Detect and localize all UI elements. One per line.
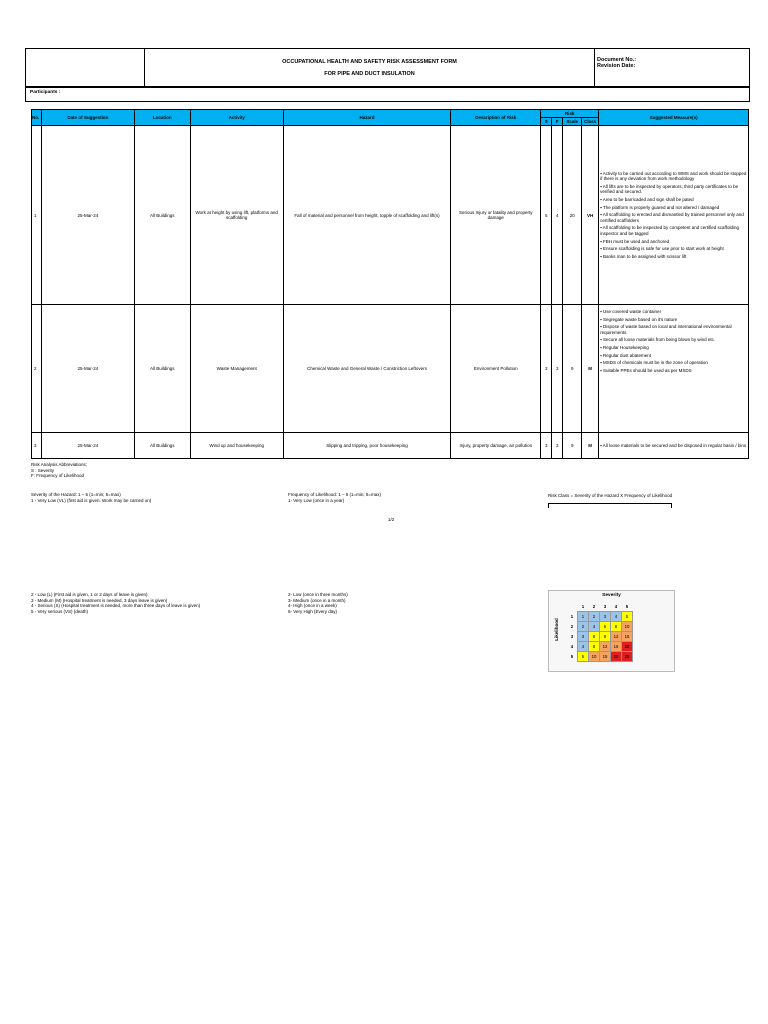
measure-item: ▪ All loose materials to be secured and be disposed in regular basin / bins bbox=[600, 442, 747, 448]
measure-item: ▪ Dispose of waste based on local and international environmental requirements bbox=[600, 324, 732, 335]
matrix-title: Severity bbox=[602, 593, 621, 598]
frequency-5: 5- Very High (Every day) bbox=[288, 608, 338, 614]
matrix-cell: 20 bbox=[611, 652, 622, 662]
row-activity: Wind up and housekeeping bbox=[190, 433, 283, 459]
frequency-1: 1- Very Low (once in a year) bbox=[288, 497, 345, 503]
participants-row: Participants : bbox=[25, 86, 750, 102]
row-class: VH bbox=[582, 126, 599, 305]
measure-item: ▪ Secure all loose materials from being blown by wind etc. bbox=[600, 337, 716, 343]
col-date: Date of Suggestion bbox=[41, 110, 134, 126]
col-s: S bbox=[541, 118, 552, 126]
matrix-row-label: 5 bbox=[570, 654, 574, 659]
matrix-cell: 2 bbox=[589, 612, 600, 622]
row-activity: Work at height by using lift, platforms and scaffolding bbox=[190, 126, 283, 305]
measure-item: ▪ Banks man to be assigned with scissor lift bbox=[600, 253, 687, 259]
row-class: M bbox=[582, 305, 599, 433]
matrix-cell: 5 bbox=[578, 652, 589, 662]
matrix-cell: 3 bbox=[578, 632, 589, 642]
measure-item: ▪ MSDS of chemicals must be in the zone of operation bbox=[600, 360, 708, 366]
risk-table bbox=[31, 109, 749, 459]
row-date: 25-Mar-24 bbox=[41, 126, 134, 305]
matrix-cell: 12 bbox=[611, 632, 622, 642]
page-number: 1/2 bbox=[388, 517, 395, 522]
row-hazard: Slipping and tripping, poor housekeeping bbox=[283, 433, 451, 459]
severity-5: 5 - Very serious (VS) (death) bbox=[31, 608, 89, 614]
col-location: Location bbox=[134, 110, 190, 126]
matrix-cell: 4 bbox=[578, 642, 589, 652]
row-description: Serious Injury or fatality and property damage bbox=[451, 126, 541, 305]
matrix-corner bbox=[567, 602, 578, 612]
matrix-cell: 16 bbox=[611, 642, 622, 652]
severity-legend-top bbox=[31, 492, 151, 503]
matrix-cell: 2 bbox=[578, 622, 589, 632]
matrix-frame-top bbox=[548, 503, 672, 508]
severity-1: 1 - Very Low (VL) (first aid is given. Work may be carried on) bbox=[31, 497, 152, 503]
matrix-cell: 20 bbox=[622, 642, 633, 652]
frequency-title: Frequency of Likelihood: 1 – 5 (1=min; 5=max) bbox=[288, 492, 382, 497]
row-description: Injury, property damage, air pollution bbox=[451, 433, 541, 459]
abbrev-s: S : Severity bbox=[31, 467, 55, 473]
matrix-cell: 15 bbox=[600, 652, 611, 662]
col-measures: Suggested Measure(s) bbox=[599, 110, 749, 126]
row-date: 25-Mar-24 bbox=[41, 305, 134, 433]
matrix-cell: 10 bbox=[622, 622, 633, 632]
row-frequency: 3 bbox=[552, 433, 563, 459]
row-scale: 9 bbox=[563, 433, 582, 459]
table-row bbox=[32, 126, 749, 305]
measure-item: ▪ All scaffolding to be inspected by competent and certified scaffolding inspector and be tagged bbox=[600, 225, 739, 236]
row-frequency: 3 bbox=[552, 305, 563, 433]
matrix-cell: 15 bbox=[622, 632, 633, 642]
matrix-cell: 12 bbox=[600, 642, 611, 652]
matrix-col-label: 5 bbox=[625, 604, 629, 609]
col-hazard: Hazard bbox=[283, 110, 451, 126]
matrix-col-label: 1 bbox=[581, 604, 585, 609]
col-activity: Activity bbox=[190, 110, 283, 126]
severity-4: 4 - Serious (S) (Hospital treatment is needed, more than three days of leave is given) bbox=[31, 603, 201, 609]
col-scale: Scale bbox=[563, 118, 582, 126]
measure-item: ▪ All scaffolding to erected and dismantled by trained personnel only and certified scaffolders bbox=[600, 212, 744, 223]
row-no: 3 bbox=[32, 433, 42, 459]
matrix-cell: 6 bbox=[600, 622, 611, 632]
severity-title: Severity of the Hazard: 1 – 5 (1=min; 5=max) bbox=[31, 492, 121, 497]
frequency-legend-rest bbox=[288, 592, 348, 614]
matrix-row-label: 2 bbox=[570, 624, 574, 629]
severity-3: 3 - Medium (M) (Hospital treatment is needed, 3 days leave is given) bbox=[31, 597, 168, 603]
col-risk: Risk bbox=[541, 110, 599, 118]
row-class: M bbox=[582, 433, 599, 459]
abbreviations bbox=[31, 462, 87, 479]
measure-item: ▪ All lifts are to be inspected by operators, third party certificates to be verified and secured. bbox=[600, 183, 739, 195]
matrix-side-label: Likelihood bbox=[553, 618, 559, 641]
row-severity: 3 bbox=[541, 305, 552, 433]
measure-item: ▪ Regular dust abatement bbox=[600, 352, 652, 358]
matrix-cell: 10 bbox=[589, 652, 600, 662]
title-cell bbox=[145, 49, 595, 88]
matrix-cell: 6 bbox=[589, 632, 600, 642]
col-description: Description of Risk bbox=[451, 110, 541, 126]
risk-matrix bbox=[548, 590, 675, 672]
row-measures bbox=[599, 305, 749, 433]
matrix-row-label: 3 bbox=[570, 634, 574, 639]
row-date: 25-Mar-24 bbox=[41, 433, 134, 459]
matrix-cell: 3 bbox=[600, 612, 611, 622]
logo-cell bbox=[26, 49, 145, 88]
abbrev-title: Risk Analysis Abbreviations; bbox=[31, 462, 88, 467]
row-severity: 3 bbox=[541, 433, 552, 459]
severity-2: 2 - Low (L) (First aid is given, 1 or 2 days of leave is given) bbox=[31, 592, 148, 597]
matrix-row-label: 4 bbox=[570, 644, 574, 649]
matrix-cell: 8 bbox=[589, 642, 600, 652]
frequency-2: 2- Low (once in three months) bbox=[288, 592, 348, 597]
measure-item: ▪ Segregate waste based on it's nature bbox=[600, 316, 678, 322]
col-no: No. bbox=[32, 110, 42, 126]
revision-date: Revision Date: bbox=[597, 63, 636, 69]
row-no: 2 bbox=[32, 305, 42, 433]
matrix-col-label: 4 bbox=[614, 604, 618, 609]
form-header bbox=[25, 48, 750, 88]
row-scale: 9 bbox=[563, 305, 582, 433]
matrix-cell: 25 bbox=[622, 652, 633, 662]
matrix-cell: 4 bbox=[589, 622, 600, 632]
measure-item: ▪ Suitable PPEs should be used as per MSDS bbox=[600, 367, 692, 373]
matrix-cell: 4 bbox=[611, 612, 622, 622]
document-no: Document No.: bbox=[597, 57, 637, 63]
form-subtitle: FOR PIPE AND DUCT INSULATION bbox=[324, 71, 415, 77]
matrix-cell: 9 bbox=[600, 632, 611, 642]
row-location: All Buildings bbox=[134, 433, 190, 459]
matrix-cell: 1 bbox=[578, 612, 589, 622]
measure-item: ▪ Activity to be carried out according to WMS and work should be stopped if there is any deviation from work methodology bbox=[600, 170, 747, 182]
measure-item: ▪ Ensure scaffolding is safe for use prior to start work at height bbox=[600, 246, 724, 252]
table-row bbox=[32, 433, 749, 459]
frequency-3: 3- Medium (once in a month) bbox=[288, 597, 346, 603]
matrix-row-label: 1 bbox=[570, 614, 574, 619]
table-row bbox=[32, 305, 749, 433]
measure-item: ▪ Use covered waste container bbox=[600, 309, 662, 314]
matrix-col-label: 2 bbox=[592, 604, 596, 609]
matrix-cell: 8 bbox=[611, 622, 622, 632]
matrix-grid bbox=[567, 602, 633, 662]
col-f: F bbox=[552, 118, 563, 126]
row-frequency: 4 bbox=[552, 126, 563, 305]
row-activity: Waste Management bbox=[190, 305, 283, 433]
row-severity: 5 bbox=[541, 126, 552, 305]
row-measures bbox=[599, 126, 749, 305]
severity-legend-rest bbox=[31, 592, 200, 614]
row-hazard: Chemical Waste and General Waste / Constriction Leftovers bbox=[283, 305, 451, 433]
row-no: 1 bbox=[32, 126, 42, 305]
matrix-cell: 5 bbox=[622, 612, 633, 622]
row-location: All Buildings bbox=[134, 305, 190, 433]
frequency-legend-top bbox=[288, 492, 381, 503]
frequency-4: 4- High (once in a week) bbox=[288, 603, 337, 609]
class-formula: Risk Class = Severity of the Hazard X Frequency of Likelihood bbox=[548, 493, 673, 498]
measure-item: ▪ FBH must be used and anchored bbox=[600, 238, 670, 244]
row-measures bbox=[599, 433, 749, 459]
measure-item: ▪ Area to be barricaded and sign shall be pated bbox=[600, 197, 694, 203]
form-title: OCCUPATIONAL HEALTH AND SAFETY RISK ASSESSMENT FORM bbox=[282, 59, 457, 65]
doc-info-cell bbox=[595, 49, 750, 88]
abbrev-f: F: Frequency of Likelihood bbox=[31, 473, 85, 479]
row-hazard: Fall of material and personnel from height, topple of scaffolding and lift(s) bbox=[283, 126, 451, 305]
col-class: Class bbox=[582, 118, 599, 126]
row-location: All Buildings bbox=[134, 126, 190, 305]
measure-item: ▪ Regular Housekeeping bbox=[600, 344, 649, 350]
matrix-col-label: 3 bbox=[603, 604, 607, 609]
row-description: Environment Pollution bbox=[451, 305, 541, 433]
row-scale: 20 bbox=[563, 126, 582, 305]
measure-item: ▪ The platform is properly guared and not altered / damaged bbox=[600, 204, 720, 210]
